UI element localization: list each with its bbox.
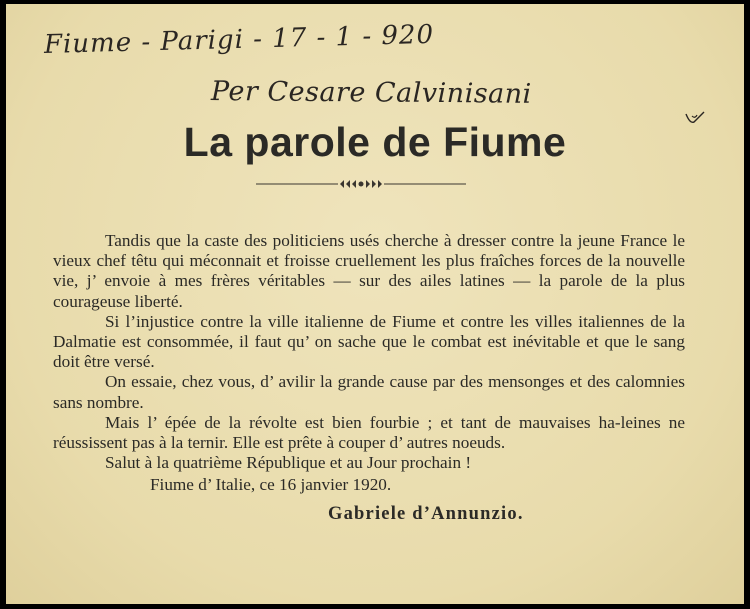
paragraph: On essaie, chez vous, d’ avilir la grande cause par des mensonges et des calomnies sans nombre. [53,372,685,412]
paragraph: Si l’injustice contre la ville italienne de Fiume et contre les villes italiennes de la Dalmatie est consommée, il faut qu’ on sache que le combat est inévitable et que le sang doit être versé. [53,311,685,372]
paragraph: Tandis que la caste des politiciens usés cherche à dresser contre la jeune France le vieux chef têtu qui méconnait et froisse cruellement les plus fraîches forces de la nouvelle vie, j’ envoie à mes frères véritables — sur des ailes latines — la parole de la plus courageuse liberté. [53,231,685,311]
paragraph: Salut à la quatrième République et au Jour prochain ! [105,453,472,473]
body-text [53,231,685,473]
handwritten-place-date: Fiume - Parigi - 17 - 1 - 920 [43,19,435,60]
signature: Gabriele d’Annunzio. [328,504,524,524]
handwritten-dedication: Per Cesare Calvinisani [210,76,532,110]
dateline: Fiume d’ Italie, ce 16 janvier 1920. [150,475,392,494]
document-sheet [6,4,744,604]
page-title: La parole de Fiume [183,119,567,165]
paragraph: Mais l’ épée de la révolte est bien fourbie ; et tant de mauvaises ha-leines ne réussissent pas à la ternir. Elle est prête à couper d’ autres noeuds. [53,412,685,453]
ornament-divider-icon [256,177,466,191]
